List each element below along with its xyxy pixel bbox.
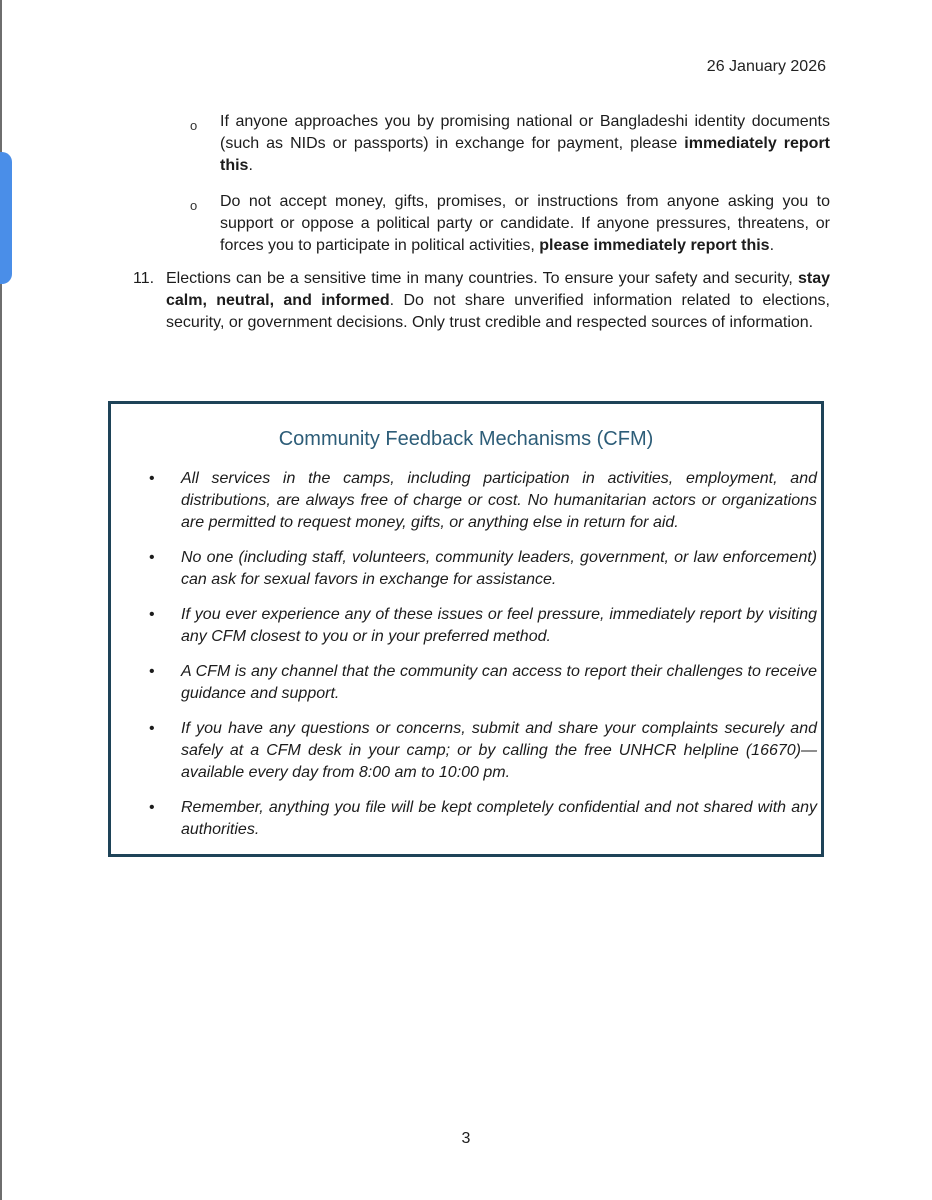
cfm-list-item [149,604,817,648]
sub-bullet-item [190,111,830,177]
cfm-item-text: No one (including staff, volunteers, community leaders, government, or law enforcement) can ask for sexual favors in exchange for assistance. [181,549,817,588]
cfm-item-text: If you ever experience any of these issues or feel pressure, immediately report by visiting any CFM closest to you or in your preferred method. [181,606,817,645]
numbered-item-11 [133,268,830,334]
bold-text-run: please immediately report this [539,237,770,254]
item-number: 11. [133,270,155,287]
text-run: Do not accept money, gifts, promises, or instructions from anyone asking you to support or oppose a political party or candidate. If anyone pressures, threatens, or forces you to participate in political activities, [220,193,830,254]
sub-bullet-text [220,111,830,177]
page-number: 3 [461,1130,471,1147]
cfm-item-text: If you have any questions or concerns, submit and share your complaints securely and safely at a CFM desk in your camp; or by calling the free UNHCR helpline (16670)—available every day from 8:00 am to 10:00 pm. [181,720,817,781]
bold-text-run: immediately report this [220,135,831,174]
cfm-item-text: Remember, anything you file will be kept completely confidential and not shared with any authorities. [181,799,817,838]
cfm-title: Community Feedback Mechanisms (CFM) [278,428,654,450]
text-run: . [248,157,253,174]
bullet-icon: • [149,799,155,816]
cfm-item-text: All services in the camps, including participation in activities, employment, and distributions, are always free of charge or cost. No humanitarian actors or organizations are permitted to request money, gifts, or anything else in return for aid. [181,470,817,531]
text-run: Elections can be a sensitive time in many countries. To ensure your safety and security, [166,270,798,287]
cfm-item-text: A CFM is any channel that the community can access to report their challenges to receive guidance and support. [181,663,817,702]
sub-bullet-item [190,191,830,257]
hollow-bullet-icon: o [190,118,198,133]
bullet-icon: • [149,470,155,487]
cfm-bullet-list [149,468,817,854]
document-date: 26 January 2026 [706,58,826,75]
bullet-icon: • [149,549,155,566]
bullet-icon: • [149,663,155,680]
text-run: If anyone approaches you by promising national or Bangladeshi identity documents (such as NIDs or passports) in exchange for payment, please [220,113,830,152]
cfm-list-item [149,468,817,534]
cfm-list-item [149,797,817,841]
cfm-info-box [108,401,824,857]
bold-text-run: stay calm, neutral, and informed [166,270,830,309]
cfm-list-item [149,661,817,705]
sub-bullet-text [220,191,830,257]
bullet-icon: • [149,720,155,737]
hollow-bullet-icon: o [190,198,198,213]
side-scroll-tab[interactable] [0,152,12,284]
numbered-item-text [166,268,830,334]
sub-bullet-list [190,111,830,271]
text-run: . Do not share unverified information related to elections, security, or government decisions. Only trust credible and respected sources of information. [166,292,831,331]
cfm-list-item [149,718,817,784]
bullet-icon: • [149,606,155,623]
text-run: . [769,237,775,254]
cfm-list-item [149,547,817,591]
